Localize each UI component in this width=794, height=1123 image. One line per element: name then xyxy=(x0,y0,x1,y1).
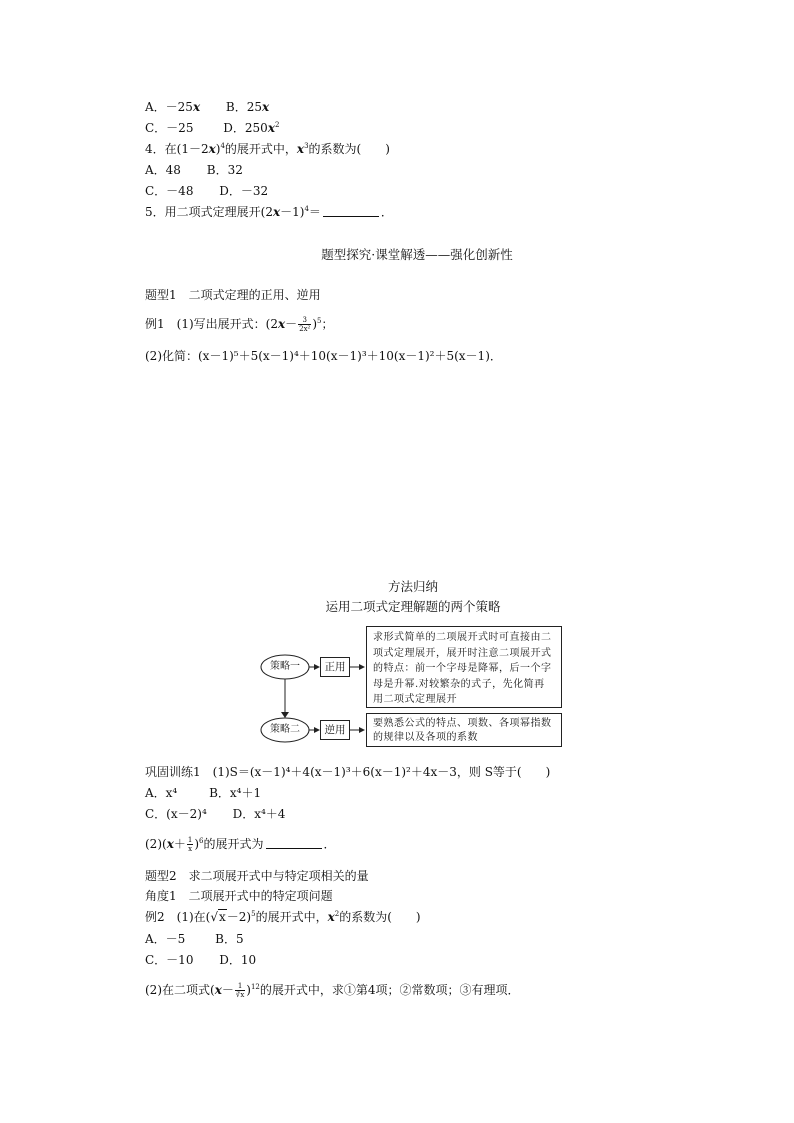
practice1-options-row2 xyxy=(145,806,285,822)
q4-option-b: B．32 xyxy=(206,163,243,177)
example1-part2: (2)化简：(x－1)⁵＋5(x－1)⁴＋10(x－1)³＋10(x－1)²＋5(x－1)． xyxy=(145,349,502,363)
sqrt-symbol: √ xyxy=(210,910,218,924)
arrow-down-icon xyxy=(281,712,289,718)
strategy1-label: 策略一 xyxy=(270,661,300,672)
example2-option-a: A．－5 xyxy=(145,932,186,946)
practice1-option-d: D．x⁴＋4 xyxy=(232,807,286,821)
q4-option-d: D．－32 xyxy=(219,184,269,198)
strategy2-label: 策略二 xyxy=(270,724,300,735)
q3-option-b: B．25x xyxy=(225,100,270,114)
q3-option-a: A．－25x xyxy=(145,100,201,114)
practice1-part2: (2)(x＋ $\frac{1}{x}$ )$^6$的展开式为 ． xyxy=(145,836,336,853)
fraction: $\frac{1}{∛x}$ xyxy=(235,982,245,999)
q4-option-a: A．48 xyxy=(145,163,181,177)
type2-title: 题型2 求二项展开式中与特定项相关的量 xyxy=(145,869,369,883)
method-heading: 方法归纳 xyxy=(387,579,438,594)
practice1-options-row1 xyxy=(145,785,261,801)
forward-use-box: 正用 xyxy=(320,657,350,677)
example2-option-b: B．5 xyxy=(215,932,244,946)
q3-option-d: D．$250x^2$ xyxy=(223,121,280,135)
q3-option-c: C．－25 xyxy=(145,121,194,135)
q4-option-c: C．－48 xyxy=(145,184,194,198)
practice1-option-a: A．x⁴ xyxy=(145,786,178,800)
example2-options-row2 xyxy=(145,952,256,968)
reverse-description-box: 要熟悉公式的特点、项数、各项幂指数的规律以及各项的系数 xyxy=(366,713,562,747)
angle1-title: 角度1 二项展开式中的特定项问题 xyxy=(145,889,333,903)
q5-stem: 5．用二项式定理展开$(2x-1)^4=$ ． xyxy=(145,205,393,219)
example2-part2: (2)在二项式(x－ $\frac{1}{∛x}$ )$^{12}$的展开式中，求①第4项；②常数项；③有理项． xyxy=(145,982,520,999)
answer-blank xyxy=(266,837,322,849)
section-title: 题型探究·课堂解透——强化创新性 xyxy=(321,247,513,262)
practice1-option-c: C．(x－2)⁴ xyxy=(145,807,207,821)
fraction: $\frac{1}{x}$ xyxy=(187,836,193,853)
fraction: $\frac{3}{\text{2x²}}$ xyxy=(299,316,311,333)
example2-options-row1 xyxy=(145,931,244,947)
q4-stem: 4．在$(1-2x)^4$的展开式中，$x^3$的系数为( ) xyxy=(145,142,390,156)
method-subheading: 运用二项式定理解题的两个策略 xyxy=(325,599,501,614)
practice1-option-b: B．x⁴＋1 xyxy=(209,786,262,800)
example1-part1: 例1 (1)写出展开式：(2x－ $\frac{3}{\text{2x²}}$ )$^5$； xyxy=(145,316,334,333)
type1-title: 题型1 二项式定理的正用、逆用 xyxy=(145,288,321,302)
arrow-right-icon xyxy=(359,664,365,670)
practice1-stem: 巩固训练1 (1)S＝(x－1)⁴＋4(x－1)³＋6(x－1)²＋4x－3，则 S等于( ) xyxy=(145,765,551,779)
arrow-right-icon xyxy=(359,727,365,733)
example2-option-d: D．10 xyxy=(219,953,257,967)
forward-description-box: 求形式简单的二项展开式时可直接由二项式定理展开，展开时注意二项展开式的特点：前一个字母是降幂，后一个字母是升幂.对较繁杂的式子，先化简再用二项式定理展开 xyxy=(366,626,562,708)
reverse-use-box: 逆用 xyxy=(320,720,350,740)
example2-option-c: C．－10 xyxy=(145,953,194,967)
example2-part1: 例2 (1)在$(√x-2)^5$的展开式中，$x^2$的系数为( ) xyxy=(145,910,421,924)
